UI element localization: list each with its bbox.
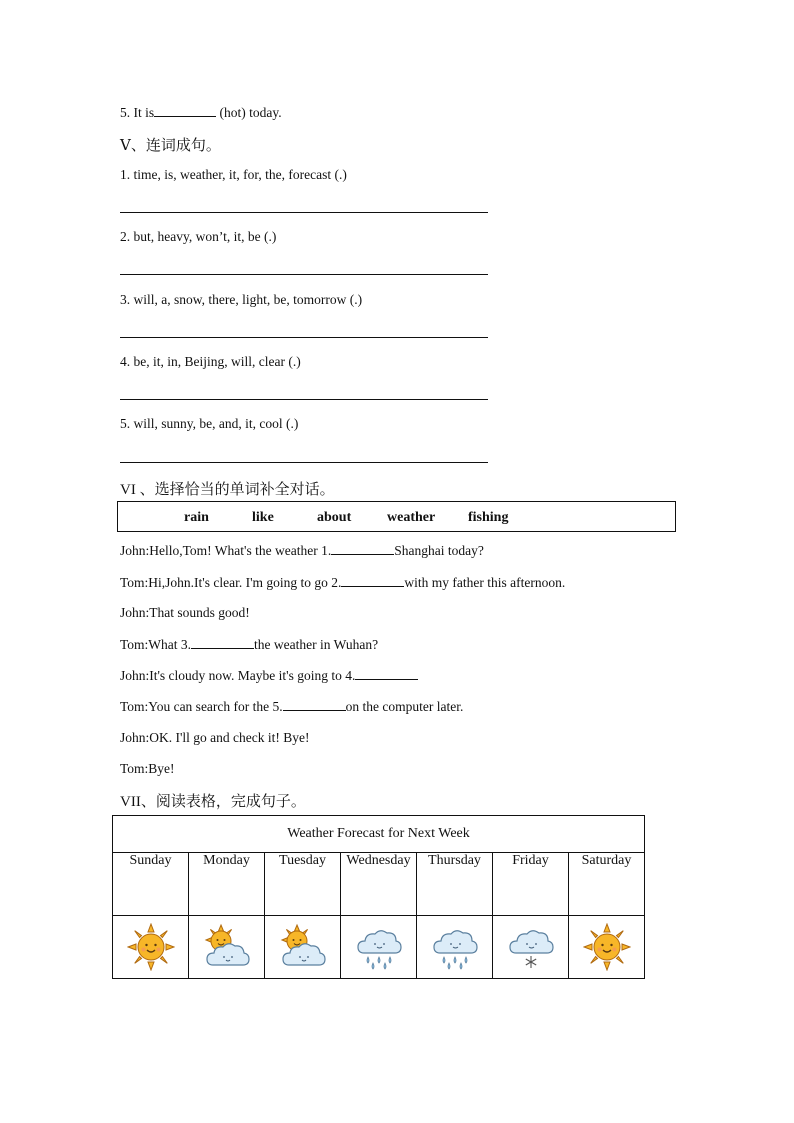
snow-cloud-icon [507,923,555,971]
section-6-heading: VI 、选择恰当的单词补全对话。 [120,482,335,498]
dialog-line: John:It's cloudy now. Maybe it's going to 4. [120,667,418,684]
sun-icon [583,923,631,971]
word-bank-word: about [317,510,352,525]
fill-blank[interactable] [355,667,418,680]
answer-line-4[interactable] [120,399,488,400]
section-5-item-5: 5. will, sunny, be, and, it, cool (.) [120,416,299,431]
rain-cloud-icon [431,923,479,971]
weather-cell [265,916,341,979]
dialog-line: John:Hello,Tom! What's the weather 1. Shanghai today? [120,543,484,558]
day-tuesday: Tuesday [265,853,341,916]
answer-line-2[interactable] [120,274,488,275]
weather-cell [189,916,265,979]
dialog-line: John:OK. I'll go and check it! Bye! [120,730,310,745]
day-wednesday: Wednesday [341,853,417,916]
weather-cell [417,916,493,979]
word-bank-word: fishing [468,510,509,525]
weather-cell [341,916,417,979]
day-friday: Friday [493,853,569,916]
sun-icon [127,923,175,971]
word-bank [117,501,676,532]
weather-cell [569,916,645,979]
answer-line-1[interactable] [120,212,488,213]
day-monday: Monday [189,853,265,916]
weather-forecast-table [112,815,645,979]
day-sunday: Sunday [113,853,189,916]
answer-line-5[interactable] [120,462,488,463]
day-thursday: Thursday [417,853,493,916]
day-saturday: Saturday [569,853,645,916]
fill-blank[interactable] [341,574,404,587]
fill-blank[interactable] [283,698,346,711]
sun-behind-cloud-icon [279,923,327,971]
section-5-item-1: 1. time, is, weather, it, for, the, forecast (.) [120,167,347,182]
section-5-item-3: 3. will, a, snow, there, light, be, tomorrow (.) [120,292,363,307]
fill-blank[interactable] [331,542,394,555]
section-5-item-2: 2. but, heavy, won’t, it, be (.) [120,229,277,244]
section-7-heading: VII、阅读表格，完成句子。 [120,794,306,810]
rain-cloud-icon [355,923,403,971]
weather-cell [113,916,189,979]
weather-cell [493,916,569,979]
forecast-table-title: Weather Forecast for Next Week [113,816,645,853]
answer-line-3[interactable] [120,337,488,338]
word-bank-word: rain [184,510,209,525]
fill-blank[interactable] [191,636,254,649]
dialog-line: Tom:Bye! [120,761,175,776]
dialog-line: John:That sounds good! [120,605,250,620]
dialog-line: Tom:Hi,John.It's clear. I'm going to go 2. with my father this afternoon. [120,575,566,590]
fill-blank[interactable] [154,104,216,117]
section-5-item-4: 4. be, it, in, Beijing, will, clear (.) [120,354,301,369]
sun-behind-cloud-icon [203,923,251,971]
dialog-line: Tom:What 3. the weather in Wuhan? [120,637,379,652]
word-bank-word: like [252,510,274,525]
word-bank-word: weather [387,510,436,525]
dialog-line: Tom:You can search for the 5. on the computer later. [120,699,464,714]
q4-item-5: 5. It is (hot) today. [120,105,282,120]
section-5-heading: Ⅴ、连词成句。 [120,138,221,154]
